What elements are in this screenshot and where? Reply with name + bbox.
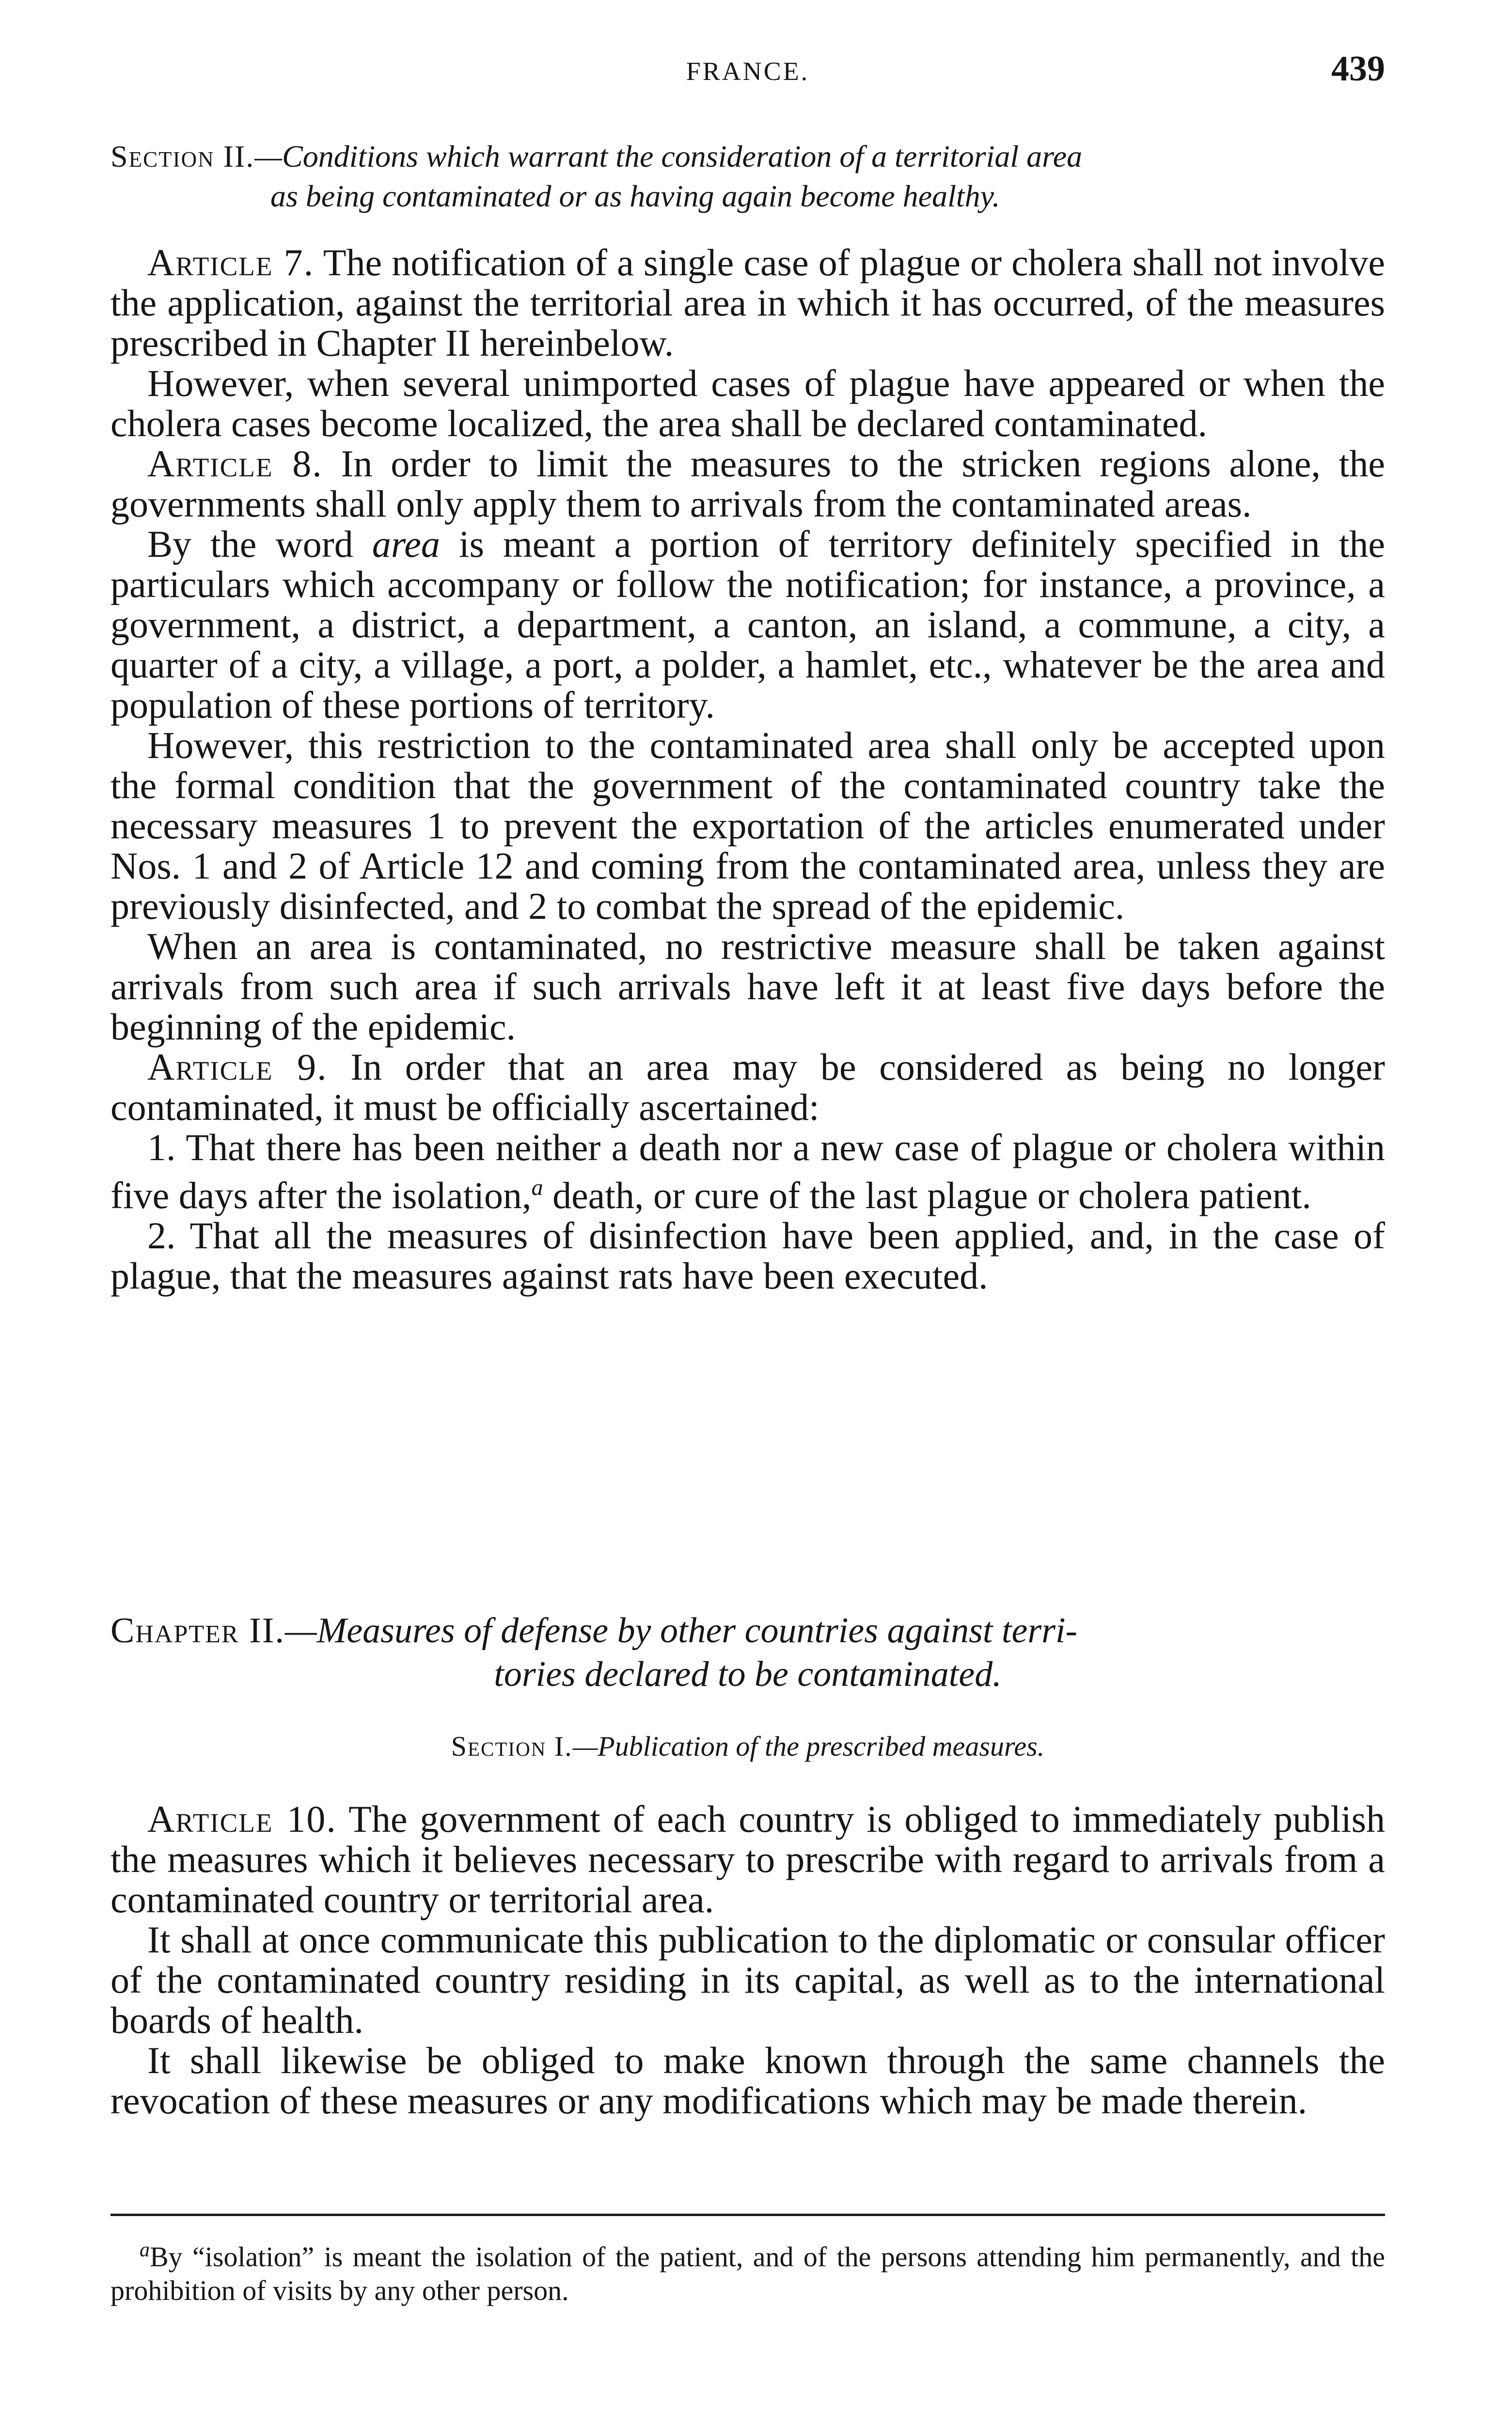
chapter-ii-title-line2: tories declared to be contaminated.	[494, 1654, 1002, 1694]
article-8-label: Article 8.	[147, 442, 323, 485]
article-10-block	[110, 1799, 1385, 2121]
footnote-line	[110, 2233, 1385, 2308]
chapter-ii-title-line1: —Measures of defense by other countries against terri-	[284, 1611, 1078, 1651]
article-9-item-2: 2. That all the measures of disinfection have been applied, and, in the case of plague, that the measures against rats have been executed.	[110, 1214, 1385, 1297]
article-8-p2-italic: area	[372, 523, 440, 565]
article-9-paragraph	[110, 1047, 1385, 1127]
chapter-ii-heading	[110, 1609, 1385, 1696]
article-7-paragraph	[110, 242, 1385, 363]
article-9-label: Article 9.	[147, 1046, 328, 1088]
footnote-reference: a	[531, 1175, 543, 1200]
section-i-heading	[110, 1730, 1385, 1762]
article-8-text: In order to limit the measures to the stricken regions alone, the governments shall only apply them to arrivals from the contaminated areas.	[110, 442, 1385, 525]
section-ii-title-line2: as being contaminated or as having again become healthy.	[270, 179, 1000, 213]
article-10-label: Article 10.	[147, 1798, 337, 1840]
article-7-paragraph-2: However, when several unimported cases of plague have appeared or when the cholera cases become localized, the area shall be declared contaminated.	[110, 362, 1385, 444]
section-i-label: Section I.	[451, 1731, 573, 1762]
article-7-text: The notification of a single case of plague or cholera shall not involve the application, against the territorial area in which it has occurred, of the measures prescribed in Chapter II hereinbelow.	[110, 241, 1385, 364]
chapter-ii-label: Chapter II.	[110, 1611, 285, 1651]
page-header	[110, 47, 1385, 90]
article-10-paragraph-3: It shall likewise be obliged to make known through the same channels the revocation of these measures or any modifications which may be made therein.	[110, 2039, 1385, 2122]
article-9-item-1	[110, 1127, 1385, 1215]
footnote-text: By “isolation” is meant the isolation of the patient, and of the persons attending him permanently, and the prohibition of visits by any other person.	[110, 2241, 1385, 2307]
article-7-label: Article 7.	[147, 241, 315, 283]
footnote-divider	[110, 2214, 1385, 2216]
article-10-paragraph-2: It shall at once communicate this publication to the diplomatic or consular officer of the contaminated country residing in its capital, as well as to the international boards of health.	[110, 1919, 1385, 2041]
section-ii-title-line1: —Conditions which warrant the consideration of a territorial area	[254, 139, 1083, 173]
article-8-paragraph	[110, 443, 1385, 524]
section-ii-heading	[110, 137, 1385, 216]
article-9-text: In order that an area may be considered as being no longer contaminated, it must be officially ascertained:	[110, 1046, 1386, 1128]
article-10-text: The government of each country is obliged to immediately publish the measures which it believes necessary to prescribe with regard to arrivals from a contaminated country or territorial area.	[110, 1798, 1385, 1920]
page-number: 439	[1331, 49, 1385, 89]
article-8-paragraph-4: When an area is contaminated, no restrictive measure shall be taken against arrivals from such area if such arrivals have left it at least five days before the beginning of the epidemic.	[110, 925, 1385, 1048]
article-8-paragraph-2	[110, 524, 1385, 725]
main-text-block	[110, 242, 1385, 1296]
article-8-p2-before: By the word	[147, 523, 372, 565]
article-9-item-1-before: 1. That there has been neither a death nor a new case of plague or cholera within five days after the isolation,	[110, 1126, 1385, 1216]
article-8-paragraph-3: However, this restriction to the contaminated area shall only be accepted upon the formal condition that the government of the contaminated country take the necessary measures 1 to prevent the exportation of the articles enumerated under Nos. 1 and 2 of Article 12 and coming from the contaminated area, unless they are previously disinfected, and 2 to combat the spread of the epidemic.	[110, 724, 1385, 927]
footnote	[110, 2233, 1385, 2308]
section-i-title: —Publication of the prescribed measures.	[572, 1731, 1045, 1762]
footnote-marker: a	[140, 2239, 150, 2261]
section-ii-label: Section II.	[110, 139, 255, 173]
article-9-item-1-after: death, or cure of the last plague or cholera patient.	[543, 1174, 1311, 1216]
running-title: FRANCE.	[686, 57, 810, 86]
article-10-paragraph	[110, 1799, 1385, 1920]
article-8-p2-after: is meant a portion of territory definitely specified in the particulars which accompany or follow the notification; for instance, a province, a government, a district, a department, a canton, an island, a commune, a city, a quarter of a city, a village, a port, a polder, a hamlet, etc., whatever be the area and population of these portions of territory.	[110, 523, 1385, 726]
